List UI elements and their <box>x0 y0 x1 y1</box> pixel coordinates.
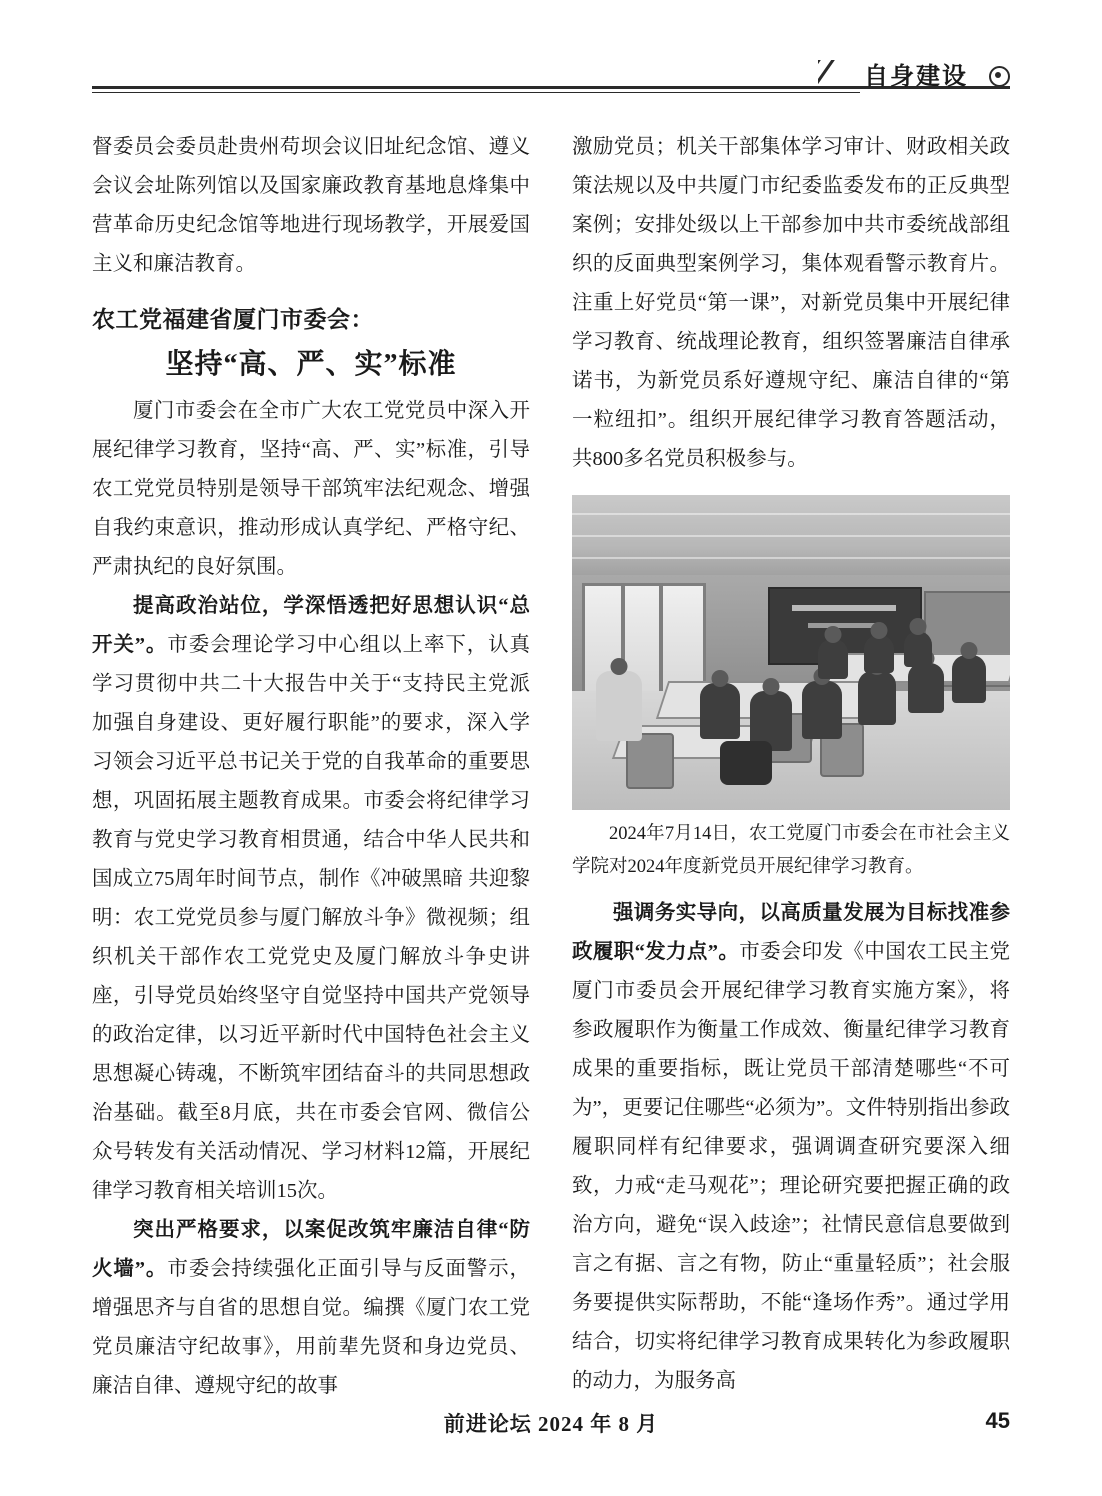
left-paragraph-2-body: 市委会理论学习中心组以上率下，认真学习贯彻中共二十大报告中关于“支持民主党派加强自身建设、更好履行职能”的要求，深入学习领会习近平总书记关于党的自我革命的重要思想，巩固拓展主题教育成果。市委会将纪律学习教育与党史学习教育相贯通，结合中华人民共和国成立75周年时间节点，制作《冲破黑暗 共迎黎明：农工党党员参与厦门解放斗争》微视频；组织机关干部作农工党党史及厦门解放斗争史讲座，引导党员始终坚守自觉坚持中国共产党领导的政治定律，以习近平新时代中国特色社会主义思想凝心铸魂，不断筑牢团结奋斗的共同思想政治基础。截至8月底，共在市委会官网、微信公众号转发有关活动情况、学习材料12篇，开展纪律学习教育相关培训15次。 <box>92 634 531 1202</box>
header-rule-thin <box>92 92 860 93</box>
page-header <box>92 56 1010 102</box>
meeting-room-photo <box>572 495 1010 810</box>
section-heading: 农工党福建省厦门市委会： <box>92 307 374 332</box>
figure-block <box>572 495 1010 884</box>
right-paragraph-2 <box>572 894 1010 1401</box>
left-paragraph-2-lead: 提高政治站位，学深悟透把好思想认识“总开关”。 <box>92 595 530 656</box>
figure-caption: 2024年7月14日，农工党厦门市委会在市社会主义学院对2024年度新党员开展纪律学习教育。 <box>572 824 1010 877</box>
photo-person <box>596 671 642 741</box>
photo-person <box>904 631 932 667</box>
left-paragraph-2 <box>92 587 530 1211</box>
right-column <box>572 128 1010 1401</box>
right-paragraph-1: 激励党员；机关干部集体学习审计、财政相关政策法规以及中共厦门市纪委监委发布的正反典型案例；安排处级以上干部参加中共市委统战部组织的反面典型案例学习，集体观看警示教育片。注重上好党员“第一课”，对新党员集中开展纪律学习教育、统战理论教育，组织签署廉洁自律承诺书，为新党员系好遵规守纪、廉洁自律的“第一粒纽扣”。组织开展纪律学习教育答题活动，共800多名党员积极参与。 <box>572 136 1010 470</box>
publication-info: 前进论坛 2024 年 8 月 <box>443 1412 659 1436</box>
photo-backpack <box>720 741 772 785</box>
section-title: 自身建设 <box>864 63 968 90</box>
photo-person <box>858 671 896 725</box>
right-paragraph-2-body: 市委会印发《中国农工民主党厦门市委员会开展纪律学习教育实施方案》，将参政履职作为衡量工作成效、衡量纪律学习教育成果的重要指标，既让党员干部清楚哪些“不可为”，更要记住哪些“必须为”。文件特别指出参政履职同样有纪律要求，强调调查研究要深入细致，力戒“走马观花”；理论研究要把握正确的政治方向，避免“误入歧途”；社情民意信息要做到言之有据、言之有物，防止“重量轻质”；社会服务要提供实际帮助，不能“逢场作秀”。通过学用结合，切实将纪律学习教育成果转化为参政履职的动力，为服务高 <box>572 941 1011 1392</box>
left-paragraph-3-body: 市委会持续强化正面引导与反面警示，增强思齐与自省的思想自觉。编撰《厦门农工党党员廉洁守纪故事》，用前辈先贤和身边党员、廉洁自律、遵规守纪的故事 <box>92 1258 531 1397</box>
left-paragraph-1: 厦门市委会在全市广大农工党党员中深入开展纪律学习教育，坚持“高、严、实”标准，引导农工党党员特别是领导干部筑牢法纪观念、增强自我约束意识，推动形成认真学纪、严格守纪、严肃执纪的良好氛围。 <box>92 400 530 578</box>
photo-ceiling <box>572 495 1010 581</box>
photo-person <box>908 663 944 713</box>
photo-chair <box>626 733 674 789</box>
page-footer <box>92 1408 1010 1438</box>
photo-person <box>864 635 894 673</box>
right-paragraph-2-lead: 强调务实导向，以高质量发展为目标找准参政履职“发力点”。 <box>572 902 1010 963</box>
left-paragraph-3-lead: 突出严格要求，以案促改筑牢廉洁自律“防火墙”。 <box>92 1219 530 1280</box>
double-slash-icon <box>818 60 858 100</box>
article-title: 坚持“高、严、实”标准 <box>165 349 457 380</box>
page-number: 45 <box>985 1408 1010 1433</box>
continued-paragraph: 督委员会委员赴贵州苟坝会议旧址纪念馆、遵义会议会址陈列馆以及国家廉政教育基地息烽集中营革命历史纪念馆等地进行现场教学，开展爱国主义和廉洁教育。 <box>92 136 530 275</box>
photo-person <box>818 639 848 679</box>
photo-person <box>700 683 740 739</box>
photo-person <box>952 655 986 703</box>
circle-dot-icon <box>989 66 1010 87</box>
left-column <box>92 128 530 1406</box>
photo-person <box>802 681 842 739</box>
left-paragraph-3 <box>92 1211 530 1406</box>
